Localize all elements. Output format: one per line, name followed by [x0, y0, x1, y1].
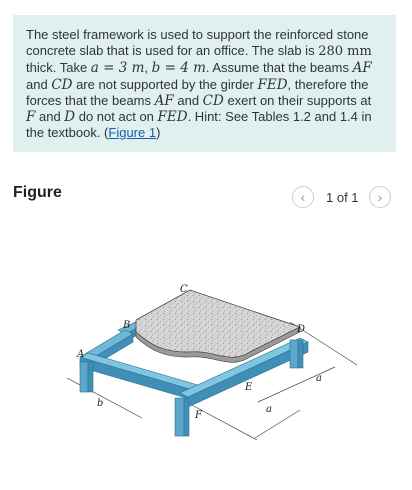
- problem-text: and: [26, 76, 52, 92]
- girder-fed: FED: [257, 76, 288, 93]
- beam-af: AF: [154, 92, 174, 109]
- framework-figure: [60, 275, 370, 445]
- label-a: A: [77, 349, 85, 360]
- problem-text: . Hint: See Tables 1.2 and 1.4 in the textbook. (: [26, 109, 372, 141]
- b-equation: b = 4 m: [151, 60, 206, 77]
- problem-text: and: [35, 109, 65, 125]
- problem-text: The steel framework is used to support the reinforced stone concrete slab that is used for an office. The slab is: [26, 27, 369, 59]
- figure-link[interactable]: Figure 1: [108, 125, 157, 141]
- label-e: E: [245, 382, 253, 393]
- figure-page-count: 1 of 1: [326, 190, 359, 205]
- girder-fed: FED: [157, 109, 188, 126]
- label-d: D: [297, 324, 306, 335]
- beam-cd: CD: [202, 92, 224, 109]
- support-f: F: [26, 109, 36, 126]
- previous-figure-button[interactable]: [292, 186, 314, 208]
- problem-text: exert on their supports at: [223, 92, 372, 108]
- label-b: B: [123, 320, 131, 331]
- next-figure-button[interactable]: [369, 186, 391, 208]
- problem-text: ,: [144, 60, 152, 76]
- problem-text: are not supported by the girder: [72, 76, 258, 92]
- chevron-right-icon: ›: [377, 189, 383, 205]
- problem-text: , therefore the forces that the beams: [26, 76, 369, 108]
- label-b-dim: b: [97, 398, 104, 409]
- thickness-value: 280 mm: [318, 44, 372, 60]
- chevron-left-icon: ‹: [300, 189, 306, 205]
- problem-text: do not act on: [75, 109, 158, 125]
- a-equation: a = 3 m: [90, 60, 145, 77]
- problem-text: . Assume that the beams: [205, 60, 353, 76]
- problem-text: and: [173, 92, 203, 108]
- support-d: D: [64, 109, 76, 126]
- figure-title: Figure: [13, 184, 62, 201]
- label-c: C: [180, 284, 188, 295]
- problem-statement: [13, 15, 396, 152]
- label-a-dim-2: a: [266, 404, 272, 415]
- problem-text: thick. Take: [26, 60, 91, 76]
- problem-text: ): [156, 125, 161, 141]
- beam-af: AF: [352, 60, 372, 77]
- label-f: F: [195, 410, 202, 421]
- beam-cd: CD: [51, 76, 73, 93]
- label-a-dim-1: a: [316, 373, 322, 384]
